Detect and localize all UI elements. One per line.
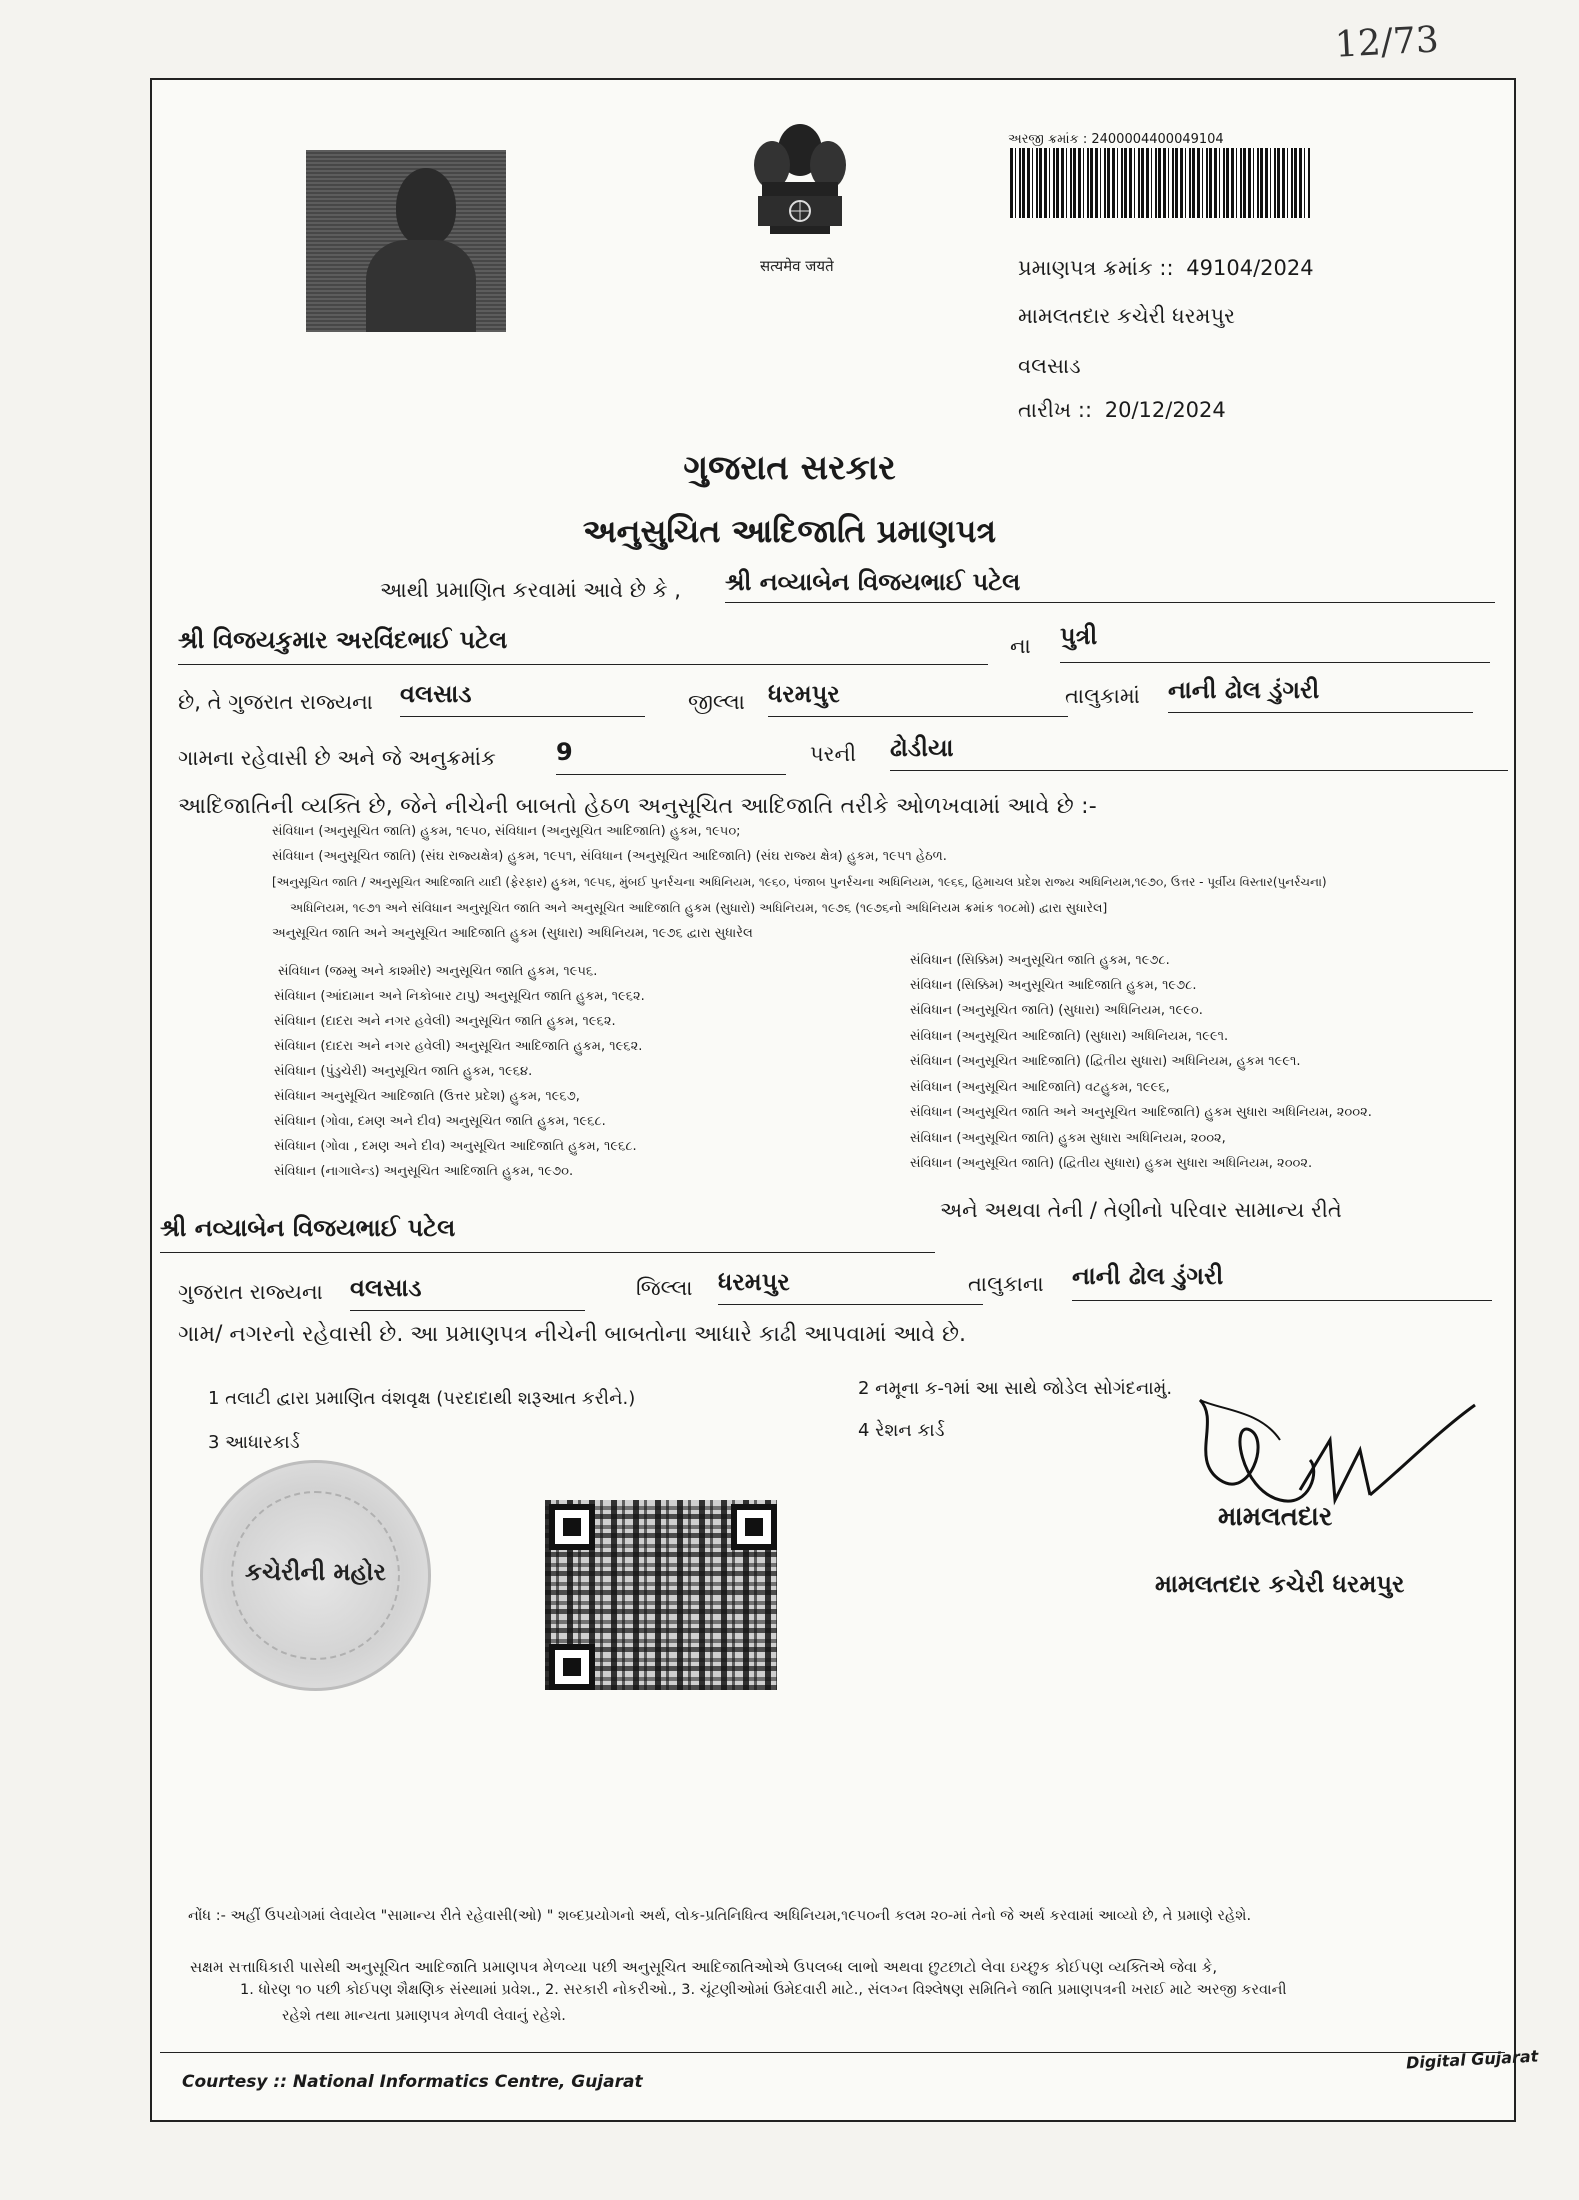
order-left-4: સંવિધાન (દાદરા અને નગર હવેલી) અનુસૂચિત આદિજાતિ હુકમ, ૧૯૬૨. [274, 1039, 643, 1054]
state-text: છે, તે ગુજરાત રાજ્યના [178, 690, 373, 714]
district-label: જીલ્લા [688, 690, 745, 714]
barcode [1010, 148, 1310, 218]
applicant-photo [306, 150, 506, 332]
of-label: ના [1010, 634, 1031, 658]
order-left-9: સંવિધાન (નાગાલેન્ડ) અનુસૂચિત આદિજાતિ હુકમ, ૧૯૭૦. [274, 1164, 574, 1179]
note-4: રહેશે તથા માન્યતા પ્રમાણપત્ર મેળવી લેવાનું રહેશે. [282, 2008, 566, 2024]
tribe: ઢોડીયા [890, 734, 1508, 771]
certify-text: આથી પ્રમાણિત કરવામાં આવે છે કે , [380, 578, 681, 602]
serial-number: 9 [556, 738, 786, 775]
order-left-2: સંવિધાન (આંદામાન અને નિકોબાર ટાપુ) અનુસૂચિત જાતિ હુકમ, ૧૯૬૨. [274, 989, 645, 1004]
order-full-5: અનુસૂચિત જાતિ અને અનુસૂચિત આદિજાતિ હુકમ (સુધારા) અધિનિયમ, ૧૯૭૬ દ્વારા સુધારેલ [272, 926, 753, 941]
application-number-row [1008, 132, 1224, 148]
order-right-3: સંવિધાન (અનુસૂચિત જાતિ) (સુધારા) અધિનિયમ, ૧૯૯૦. [910, 1003, 1203, 1018]
note-1: નોંધ :- અહીં ઉપયોગમાં લેવાયેલ "સામાન્ય રીતે રહેવાસી(ઓ) " શબ્દપ્રયોગનો અર્થ, લોક-પ્રતિનિધિત્વ અધિનિયમ,૧૯૫૦ની કલમ ૨૦-માં તેનો જે અર્થ કરવામાં આવ્યો છે, તે પ્રમાણે રહેશે. [188, 1908, 1252, 1924]
seal-label: કચેરીની મહોર [245, 1558, 386, 1586]
footer-divider [160, 2052, 1505, 2053]
issued-text: ગામ/ નગરનો રહેવાસી છે. આ પ્રમાણપત્ર નીચેની બાબતોના આધારે કાઢી આપવામાં આવે છે. [178, 1322, 967, 1347]
order-full-2: સંવિધાન (અનુસૂચિત જાતિ) (સંઘ રાજ્યક્ષેત્ર) હુકમ, ૧૯૫૧, સંવિધાન (અનુસૂચિત આદિજાતિ) (સંઘ રાજ્ય ક્ષેત્ર) હુકમ, ૧૯૫૧ હેઠળ. [272, 849, 947, 864]
office-seal [200, 1460, 431, 1691]
taluka-2: ધરમપુર [718, 1268, 983, 1305]
father-name: શ્રી વિજયકુમાર અરવિંદભાઈ પટેલ [178, 626, 988, 665]
order-left-6: સંવિધાન અનુસૂચિત આદિજાતિ (ઉત્તર પ્રદેશ) હુકમ, ૧૯૬૭, [274, 1089, 580, 1104]
issue-date-label: તારીખ :: [1018, 398, 1093, 422]
government-title: ગુજરાત સરકાર [683, 448, 896, 488]
document-3: 3 આધારકાર્ડ [208, 1432, 300, 1453]
district-label-2: જિલ્લા [636, 1276, 693, 1300]
document-1: 1 તલાટી દ્વારા પ્રમાણિત વંશવૃક્ષ (પરદાદાથી શરૂઆત કરીને.) [208, 1388, 636, 1409]
of-text: પરની [810, 742, 857, 766]
person-name-2: શ્રી નવ્યાબેન વિજયભાઈ પટેલ [160, 1214, 935, 1253]
certificate-number: 49104/2024 [1186, 256, 1314, 280]
issuing-office: મામલતદાર કચેરી ધરમપુર [1018, 304, 1235, 328]
document-4: 4 રેશન કાર્ડ [858, 1420, 945, 1441]
signatory-office: મામલતદાર કચેરી ધરમપુર [1155, 1570, 1405, 1598]
order-left-3: સંવિધાન (દાદરા અને નગર હવેલી) અનુસૂચિત જાતિ હુકમ, ૧૯૬૨. [274, 1014, 616, 1029]
order-left-5: સંવિધાન (પુંડુચેરી) અનુસૂચિત જાતિ હુકમ, ૧૯૬૪. [274, 1064, 533, 1079]
qr-code [545, 1500, 777, 1690]
taluka-label-2: તાલુકાના [968, 1272, 1044, 1296]
taluka: ધરમપુર [768, 680, 1068, 717]
order-right-2: સંવિધાન (સિક્કિમ) અનુસૂચિત આદિજાતિ હુકમ, ૧૯૭૮. [910, 978, 1197, 993]
issuing-district: વલસાડ [1018, 354, 1081, 378]
village-2: નાની ઢોલ ડુંગરી [1072, 1262, 1492, 1301]
order-full-4: અધિનિયમ, ૧૯૭૧ અને સંવિધાન અનુસૂચિત જાતિ અને અનુસૂચિત આદિજાતિ હુકમ (સુધારો) અધિનિયમ, ૧૯૭૬ (૧૯૭૬નો અધિનિયમ ક્રમાંક ૧૦૮મો) દ્વારા સુધારેલ] [290, 900, 1108, 915]
footer-courtesy: Courtesy :: National Informatics Centre, Gujarat [182, 2072, 643, 2092]
issue-date: 20/12/2024 [1104, 398, 1226, 422]
order-right-1: સંવિધાન (સિક્કિમ) અનુસૂચિત જાતિ હુકમ, ૧૯૭૮. [910, 953, 1170, 968]
order-left-1: સંવિધાન (જમ્મુ અને કાશ્મીર) અનુસૂચિત જાતિ હુકમ, ૧૯૫૬. [278, 964, 598, 979]
order-right-6: સંવિધાન (અનુસૂચિત આદિજાતિ) વટહુકમ, ૧૯૯૬, [910, 1080, 1170, 1095]
certificate-title: અનુસુચિત આદિજાતિ પ્રમાણપત્ર [582, 512, 997, 550]
emblem-motto: सत्यमेव जयते [760, 257, 834, 275]
handwritten-reference: 12/73 [1333, 19, 1440, 66]
issue-date-row [1018, 398, 1226, 423]
order-right-5: સંવિધાન (અનુસૂચિત આદિજાતિ) (દ્વિતીય સુધારા) અધિનિયમ, હુકમ ૧૯૯૧. [910, 1054, 1301, 1069]
person-name: શ્રી નવ્યાબેન વિજયભાઈ પટેલ [725, 568, 1495, 603]
certificate-number-label: પ્રમાણપત્ર ક્રમાંક :: [1018, 256, 1174, 280]
order-full-3: [અનુસૂચિત જાતિ / અનુસૂચિત આદિજાતિ યાદી (ફેરફાર) હુકમ, ૧૯૫૬, મુંબઈ પુનર્રચના અધિનિયમ, ૧૯૬૦, પંજાબ પુનર્રચના અધિનિયમ, ૧૯૬૬, હિમાચલ પ્રદેશ રાજ્ય અધિનિયમ,૧૯૭૦, ઉત્તર - પૂર્વીય વિસ્તાર(પુનર્રચના) [272, 875, 1327, 889]
recognition-text: આદિજાતિની વ્યક્તિ છે, જેને નીચેની બાબતો હેઠળ અનુસૂચિત આદિજાતિ તરીકે ઓળખવામાં આવે છે :- [178, 794, 1097, 819]
signatory-title: મામલતદાર [1218, 1502, 1333, 1532]
document-2: 2 નમૂના ક-૧માં આ સાથે જોડેલ સોગંદનામું. [858, 1378, 1173, 1399]
note-3: 1. ધોરણ ૧૦ પછી કોઈપણ શૈક્ષણિક સંસ્થામાં પ્રવેશ., 2. સરકારી નોકરીઓ., 3. ચૂંટણીઓમાં ઉમેદવારી માટે., સંલગ્ન વિશ્લેષણ સમિતિને જાતિ પ્રમાણપત્રની ખરાઈ માટે અરજી કરવાની [240, 1982, 1287, 1998]
village: નાની ઢોલ ડુંગરી [1168, 676, 1473, 713]
resident-text: ગામના રહેવાસી છે અને જે અનુક્રમાંક [178, 746, 496, 770]
note-2: સક્ષમ સત્તાધિકારી પાસેથી અનુસૂચિત આદિજાતિ પ્રમાણપત્ર મેળવ્યા પછી અનુસૂચિત આદિજાતિઓએ ઉપલબ્ધ લાભો અથવા છુટછાટો લેવા ઇચ્છુક કોઈપણ વ્યક્તિએ જેવા કે, [190, 1958, 1218, 1976]
state-district: વલસાડ [400, 680, 645, 717]
certificate-number-row [1018, 256, 1314, 281]
order-full-1: સંવિધાન (અનુસૂચિત જાતિ) હુકમ, ૧૯૫૦, સંવિધાન (અનુસૂચિત આદિજાતિ) હુકમ, ૧૯૫૦; [272, 824, 741, 839]
taluka-label: તાલુકામાં [1065, 684, 1140, 708]
order-right-8: સંવિધાન (અનુસૂચિત જાતિ) હુકમ સુધારા અધિનિયમ, ૨૦૦૨, [910, 1131, 1226, 1146]
national-emblem-icon [740, 110, 860, 270]
application-label: અરજી ક્રમાંક : [1008, 132, 1088, 147]
relation: પુત્રી [1060, 622, 1490, 663]
order-right-9: સંવિધાન (અનુસૂચિત જાતિ) (દ્વિતીય સુધારા) હુકમ સુધારા અધિનિયમ, ૨૦૦૨. [910, 1156, 1313, 1171]
order-right-4: સંવિધાન (અનુસૂચિત આદિજાતિ) (સુધારા) અધિનિયમ, ૧૯૯૧. [910, 1029, 1229, 1044]
state-district-2: વલસાડ [350, 1274, 585, 1311]
footer-brand: Digital Gujarat [1405, 2046, 1539, 2073]
order-right-7: સંવિધાન (અનુસૂચિત જાતિ અને અનુસૂચિત આદિજાતિ) હુકમ સુધારા અધિનિયમ, ૨૦૦૨. [910, 1105, 1372, 1120]
family-text: અને અથવા તેની / તેણીનો પરિવાર સામાન્ય રીતે [940, 1198, 1342, 1222]
order-left-7: સંવિધાન (ગોવા, દમણ અને દીવ) અનુસૂચિત જાતિ હુકમ, ૧૯૬૮. [274, 1114, 606, 1129]
application-number: 2400004400049104 [1091, 132, 1224, 147]
state-text-2: ગુજરાત રાજ્યના [178, 1280, 323, 1304]
order-left-8: સંવિધાન (ગોવા , દમણ અને દીવ) અનુસૂચિત આદિજાતિ હુકમ, ૧૯૬૮. [274, 1139, 637, 1154]
